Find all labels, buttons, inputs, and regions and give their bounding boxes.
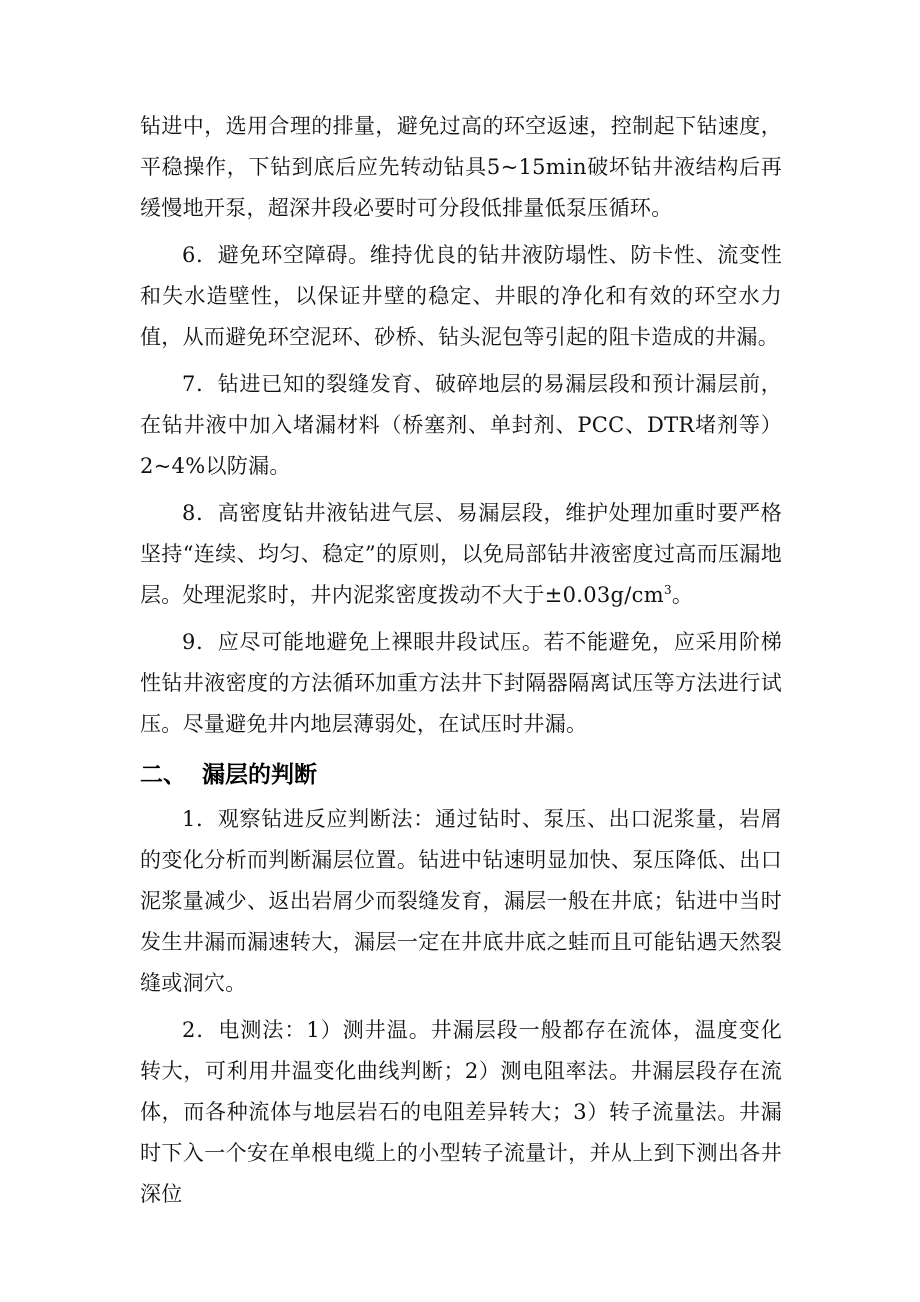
paragraph-item-8-end: 。 xyxy=(671,583,694,607)
section-heading-number: 二、 xyxy=(140,762,186,788)
paragraph-section-item-1: 1．观察钻进反应判断法：通过钻时、泵压、出口泥浆量，岩屑的变化分析而判断漏层位置。钻进中钻速明显加快、泵压降低、出口泥浆量减少、返出岩屑少而裂缝发育，漏层一般在井底；钻进中当时发生井漏而漏速转大，漏层一定在井底井底之蛙而且可能钻遇天然裂缝或洞穴。 xyxy=(140,807,782,995)
paragraph-section-item-2: 2．电测法：1）测井温。井漏层段一般都存在流体，温度变化转大，可利用井温变化曲线判断；2）测电阻率法。井漏层段存在流体，而各种流体与地层岩石的电阻差异转大；3）转子流量法。井漏时下入一个安在单根电缆上的小型转子流量计，并从上到下测出各井深位 xyxy=(140,1018,782,1206)
paragraph-continuation: 钻进中，选用合理的排量，避免过高的环空返速，控制起下钻速度，平稳操作，下钻到底后应先转动钻具5~15min破坏钻井液结构后再缓慢地开泵，超深井段必要时可分段低排量低泵压循环。 xyxy=(140,114,782,220)
superscript-exponent: 3 xyxy=(663,583,672,597)
paragraph-item-8 xyxy=(140,493,782,616)
document-body xyxy=(140,106,782,1221)
paragraph-item-9: 9．应尽可能地避免上裸眼井段试压。若不能避免，应采用阶梯性钻井液密度的方法循环加重方法井下封隔器隔离试压等方法进行试压。尽量避免井内地层薄弱处，在试压时井漏。 xyxy=(140,630,782,736)
paragraph-item-8-text: 8．高密度钻井液钻进气层、易漏层段，维护处理加重时要严格坚持“连续、均匀、稳定”的原则，以免局部钻井液密度过高而压漏地层。处理泥浆时，井内泥浆密度拨动不大于±0.03g/cm xyxy=(140,501,782,607)
section-heading-title: 漏层的判断 xyxy=(202,762,317,788)
paragraph-item-7: 7．钻进已知的裂缝发育、破碎地层的易漏层段和预计漏层前，在钻井液中加入堵漏材料（桥塞剂、单封剂、PCC、DTR堵剂等）2~4%以防漏。 xyxy=(140,372,782,478)
paragraph-item-6: 6．避免环空障碍。维持优良的钻井液防塌性、防卡性、流变性和失水造壁性，以保证井壁的稳定、井眼的净化和有效的环空水力值，从而避免环空泥环、砂桥、钻头泥包等引起的阻卡造成的井漏。 xyxy=(140,243,782,349)
section-heading xyxy=(140,753,782,797)
